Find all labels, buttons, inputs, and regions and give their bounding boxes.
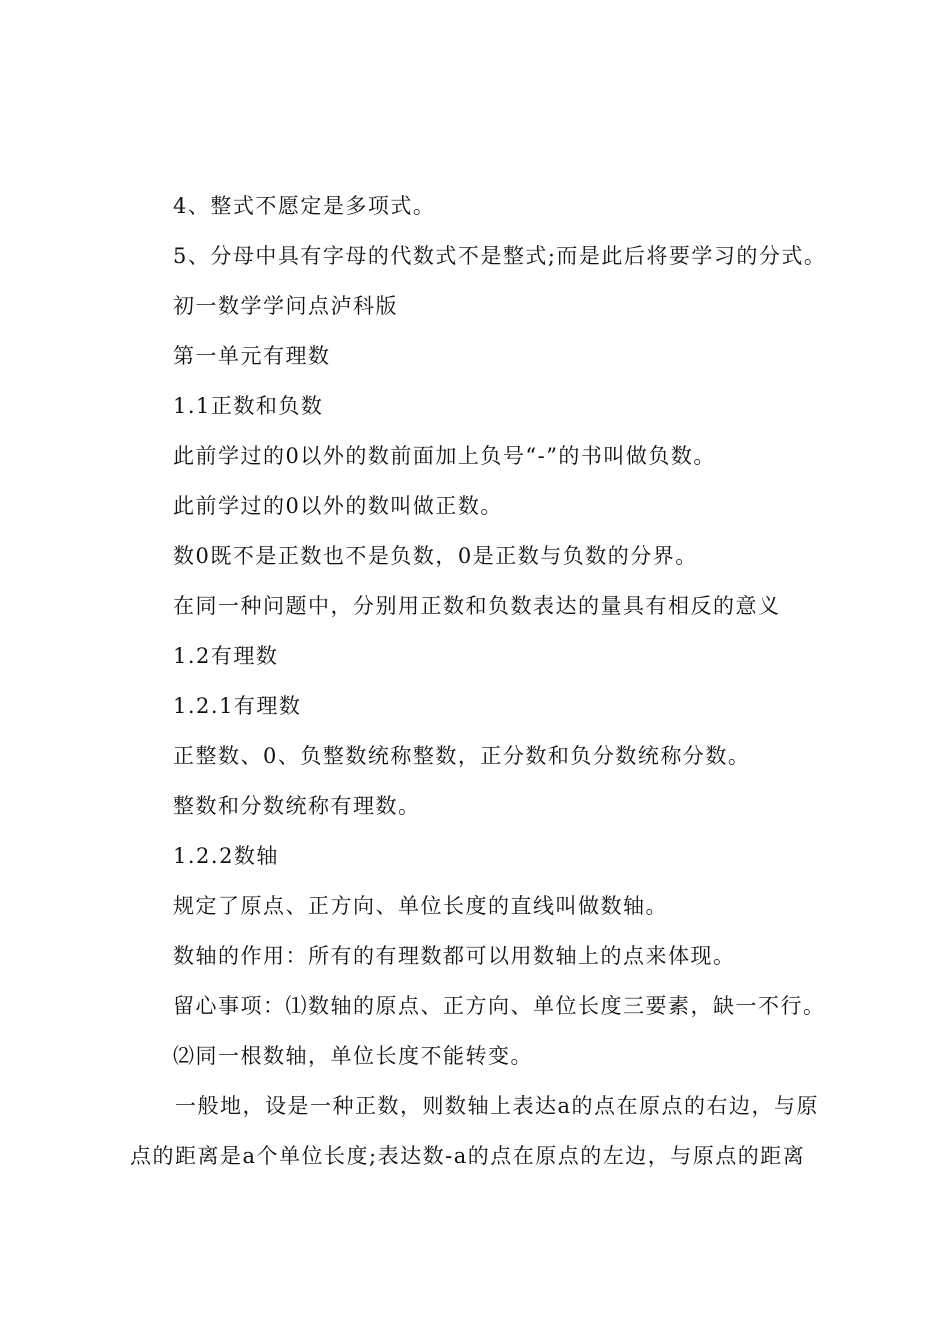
unit-title: 第一单元有理数 [173,344,331,368]
paragraph-negative-numbers: 此前学过的0以外的数前面加上负号“-”的书叫做负数。 [173,444,716,468]
paragraph-positive-numbers: 此前学过的0以外的数叫做正数。 [173,494,503,518]
paragraph-number-line-def: 规定了原点、正方向、单位长度的直线叫做数轴。 [173,894,668,918]
paragraph-note-2: ⑵同一根数轴，单位长度不能转变。 [173,1044,533,1068]
final-paragraph-line-1: 一般地，设是一种正数，则数轴上表达a的点在原点的右边，与原 [175,1094,820,1118]
section-title: 初一数学学问点泸科版 [173,294,398,318]
paragraph-zero: 数0既不是正数也不是负数，0是正数与负数的分界。 [173,544,698,568]
final-paragraph-line-2: 点的距离是a个单位长度;表达数-a的点在原点的左边，与原点的距离 [130,1144,806,1168]
heading-1-2-1: 1.2.1有理数 [173,694,302,718]
paragraph-opposite-meaning: 在同一种问题中，分别用正数和负数表达的量具有相反的意义 [173,594,781,618]
heading-1-2-2: 1.2.2数轴 [173,844,279,868]
paragraph-integers-fractions: 正整数、0、负整数统称整数，正分数和负分数统称分数。 [173,744,751,768]
paragraph-number-line-use: 数轴的作用：所有的有理数都可以用数轴上的点来体现。 [173,944,736,968]
paragraph-rational-numbers: 整数和分数统称有理数。 [173,794,421,818]
paragraph-note-1: 留心事项：⑴数轴的原点、正方向、单位长度三要素，缺一不行。 [173,994,826,1018]
paragraph-item-5: 5、分母中具有字母的代数式不是整式;而是此后将要学习的分式。 [173,244,827,268]
paragraph-item-4: 4、整式不愿定是多项式。 [173,194,436,218]
heading-1-2: 1.2有理数 [173,644,279,668]
heading-1-1: 1.1正数和负数 [173,394,324,418]
